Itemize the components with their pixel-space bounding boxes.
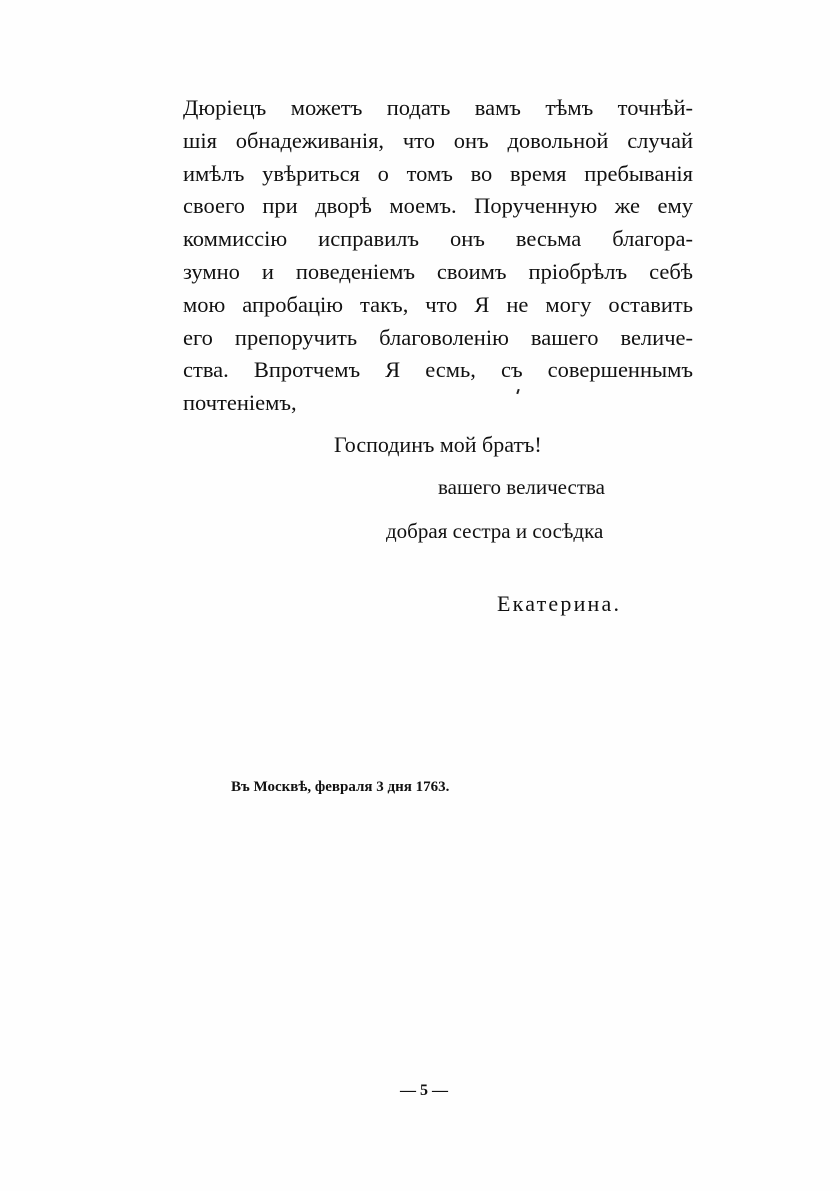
signature: Екатерина. [497,591,622,616]
letter-body [183,92,693,420]
letter-line: имѣлъ увѣриться о томъ во время пребыванія [183,160,693,186]
letter-line: его препоручить благоволенію вашего величе- [183,324,693,350]
letter-line: зумно и поведеніемъ своимъ пріобрѣлъ себѣ [183,258,693,284]
page-number: — 5 — [400,1082,448,1099]
letter-line: шія обнадеживанія, что онъ довольной случай [183,127,693,153]
closing-line: вашего величества [438,475,605,499]
letter-line: коммиссію исправилъ онъ весьма благора- [183,226,693,252]
place-date: Въ Москвѣ, февраля 3 дня 1763. [231,779,450,795]
closing-line: добрая сестра и сосѣдка [386,519,604,543]
letter-line: ства. Впротчемъ Я есмь, съ совершеннымъ [183,357,693,383]
letter-line: мою апробацію такъ, что Я не могу оставить [183,291,693,317]
letter-line: Дюріецъ можетъ подать вамъ тѣмъ точнѣй- [183,95,693,120]
letter-line: своего при дворѣ моемъ. Порученную же ему [183,193,693,219]
salutation: Господинъ мой братъ! [334,432,542,457]
letter-line: почтеніемъ, [183,390,297,416]
